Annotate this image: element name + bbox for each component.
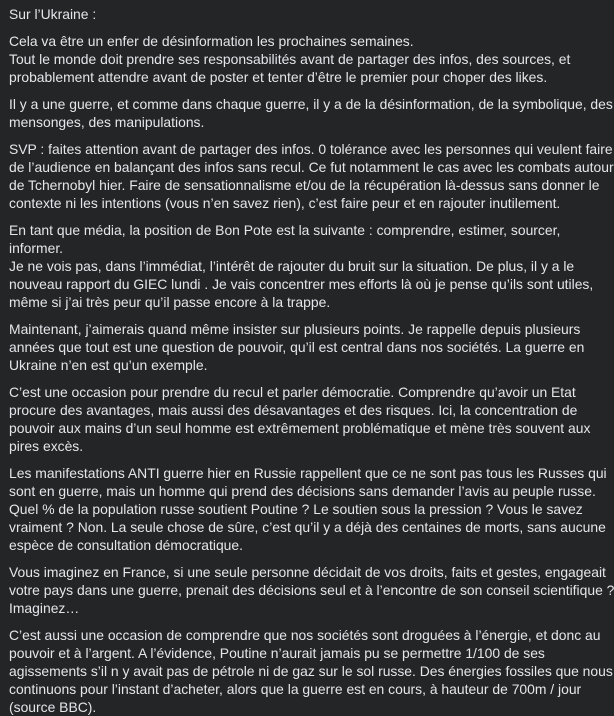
paragraph-line: Cela va être un enfer de désinformation les prochaines semaines. [9, 33, 414, 49]
paragraph-line: Ukraine n’en est qu’un exemple. [9, 357, 208, 373]
post-paragraph [9, 563, 614, 617]
paragraph-line: Maintenant, j’aimerais quand même insister sur plusieurs points. Je rappelle depuis plusieurs [9, 321, 581, 337]
post-paragraph [9, 140, 614, 212]
paragraph-line: SVP : faites attention avant de partager des infos. 0 tolérance avec les personnes qui veulent faire [9, 141, 613, 157]
paragraph-line: années que tout est une question de pouvoir, qu’il est central dans nos sociétés. La guerre en [9, 339, 585, 355]
paragraph-line: pouvoir et à l’argent. A l’évidence, Poutine n’aurait jamais pu se permettre 1/100 de ses [9, 645, 545, 661]
post-paragraph [9, 626, 613, 716]
post-paragraph [9, 383, 596, 455]
paragraph-line: pires excès. [9, 438, 84, 454]
paragraph-line: mensonges, des manipulations. [9, 114, 205, 130]
paragraph-line: C’est une occasion pour prendre du recul et parler démocratie. Comprendre qu’avoir un Etat [9, 384, 576, 400]
paragraph-line: Quel % de la population russe soutient Poutine ? Le soutien sous la pression ? Vous le savez [9, 501, 583, 517]
paragraph-line: votre pays dans une guerre, prenait des décisions seul et à l’encontre de son conseil scientifique ? [9, 582, 614, 598]
paragraph-line: nouveau rapport du GIEC lundi . Je vais concentrer mes efforts là où je pense qu’ils sont utiles, [9, 276, 594, 292]
paragraph-line: informer. [9, 240, 64, 256]
paragraph-line: C’est aussi une occasion de comprendre que nos sociétés sont droguées à l’énergie, et donc au [9, 627, 601, 643]
paragraph-line: Il y a une guerre, et comme dans chaque guerre, il y a de la désinformation, de la symbolique, des [9, 96, 613, 112]
paragraph-line: (source BBC). [9, 699, 97, 715]
post-paragraph [9, 464, 607, 554]
post-paragraphs [9, 32, 614, 716]
paragraph-line: En tant que média, la position de Bon Pote est la suivante : comprendre, estimer, sourcer, [9, 222, 561, 238]
paragraph-line: espèce de consultation démocratique. [9, 537, 243, 553]
paragraph-line: contexte ni les intentions (vous n’en savez rien), c’est faire peur et en rajouter inutilement. [9, 195, 561, 211]
post-paragraph [9, 32, 596, 86]
post-paragraph [9, 221, 596, 311]
paragraph-line: pouvoir aux mains d’un seul homme est extrêmement problématique et mène très souvent aux [9, 420, 591, 436]
paragraph-line: vraiment ? Non. La seule chose de sûre, c’est qu’il y a déjà des centaines de morts, sans aucune [9, 519, 606, 535]
post-title: Sur l’Ukraine : [9, 6, 97, 22]
paragraph-line: Vous imaginez en France, si une seule personne décidait de vos droits, faits et gestes, engageait [9, 564, 606, 580]
paragraph-line: Tout le monde doit prendre ses responsabilités avant de partager des infos, des sources, et [9, 51, 571, 67]
paragraph-line: agissements s’il n y avait pas de pétrole ni de gaz sur le sol russe. Des énergies fossiles que nous [9, 663, 613, 679]
paragraph-line: probablement attendre avant de poster et tenter d’être le premier pour choper des likes. [9, 69, 548, 85]
post-paragraph [9, 95, 613, 131]
paragraph-line: procure des avantages, mais aussi des désavantages et des risques. Ici, la concentration de [9, 402, 578, 418]
paragraph-line: Je ne vois pas, dans l’immédiat, l’intérêt de rajouter du bruit sur la situation. De plus, il y a le [9, 258, 575, 274]
post-paragraph [9, 320, 596, 374]
paragraph-line: continuons pour l’instant d’acheter, alors que la guerre est en cours, à hauteur de 700m / jour [9, 681, 582, 697]
paragraph-line: Les manifestations ANTI guerre hier en Russie rappellent que ce ne sont pas tous les Russes qui [9, 465, 607, 481]
paragraph-line: Imaginez… [9, 600, 80, 616]
paragraph-line: de l’audience en balançant des infos sans recul. Ce fut notamment le cas avec les combats autour [9, 159, 614, 175]
paragraph-line: même si j’ai très peur qu’il passe encore à la trappe. [9, 294, 331, 310]
paragraph-line: sont en guerre, mais un homme qui prend des décisions sans demander l’avis au peuple russe. [9, 483, 596, 499]
paragraph-line: de Tchernobyl hier. Faire de sensationnalisme et/ou de la récupération là-dessus sans donner le [9, 177, 600, 193]
